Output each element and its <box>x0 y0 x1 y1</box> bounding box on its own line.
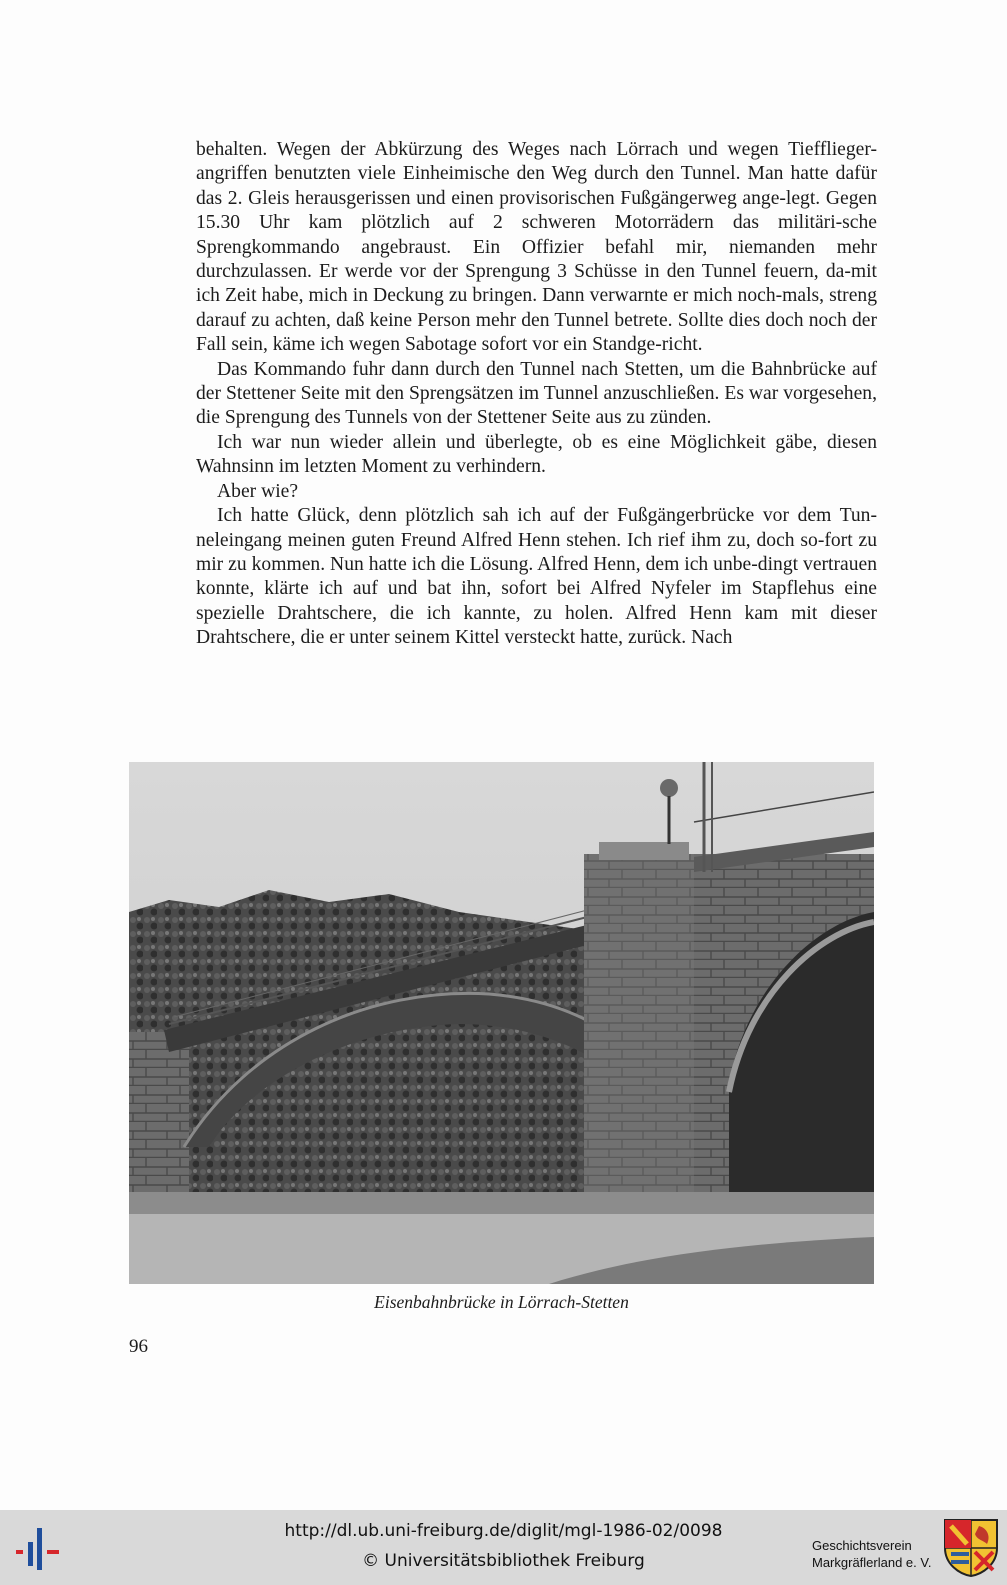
footer-bar <box>0 1510 1007 1585</box>
source-url-link[interactable]: http://dl.ub.uni-freiburg.de/diglit/mgl-1986-02/0098 <box>284 1521 723 1541</box>
society-name <box>812 1537 931 1571</box>
paragraph: Aber wie? <box>217 480 299 502</box>
page-number: 96 <box>129 1336 148 1357</box>
paragraph: Das Kommando fuhr dann durch den Tunnel nach Stetten, um die Bahnbrücke auf der Stettener Seite mit den Sprengsätzen im Tunnel anzuschließen. Es war vorgesehen, die Sprengung des Tunnels von der Stettener Seite aus zu zünden. <box>196 358 877 429</box>
society-line: Geschichtsverein <box>812 1538 912 1553</box>
paragraph: Ich hatte Glück, denn plötzlich sah ich auf der Fußgängerbrücke vor dem Tun-neleingang meinen guten Freund Alfred Henn stehen. Ich rief ihm zu, doch so-fort zu mir zu kommen. Nun hatte ich die Lösung. Alfred Henn, dem ich unbe-dingt vertrauen konnte, klärte ich auf und bat ihn, sofort bei Alfred Nyfeler im Stapflehus eine spezielle Drahtschere, die ich kannte, zu holen. Alfred Henn kam mit dieser Drahtschere, die er unter seinem Kittel versteckt hatte, zurück. Nach <box>196 505 877 649</box>
body-text <box>196 138 877 651</box>
society-line: Markgräflerland e. V. <box>812 1555 932 1570</box>
paragraph: Ich war nun wieder allein und überlegte, ob es eine Möglichkeit gäbe, diesen Wahnsinn im letzten Moment zu verhindern. <box>196 431 877 478</box>
bridge-photo <box>129 762 874 1284</box>
paragraph: behalten. Wegen der Abkürzung des Weges nach Lörrach und wegen Tiefflieger-angriffen benutzten viele Einheimische den Weg durch den Tunnel. Man hatte dafür das 2. Gleis herausgerissen und einen provisorischen Fußgängerweg ange-legt. Gegen 15.30 Uhr kam plötzlich auf 2 schweren Motorrädern das militäri-sche Sprengkommando angebraust. Ein Offizier befahl mir, niemanden mehr durchzulassen. Er werde vor der Sprengung 3 Schüsse in den Tunnel feuern, da-mit ich Zeit habe, mich in Deckung zu bringen. Dann verwarnte er mich noch-mals, streng darauf zu achten, daß keine Person mehr den Tunnel betrete. Sollte dies doch noch der Fall sein, käme ich wegen Sabotage sofort vor ein Standge-richt. <box>196 139 877 356</box>
society-crest-icon[interactable] <box>943 1518 999 1578</box>
figure-caption: Eisenbahnbrücke in Lörrach-Stetten <box>374 1292 629 1312</box>
copyright-text: © Universitätsbibliothek Freiburg <box>362 1551 645 1571</box>
